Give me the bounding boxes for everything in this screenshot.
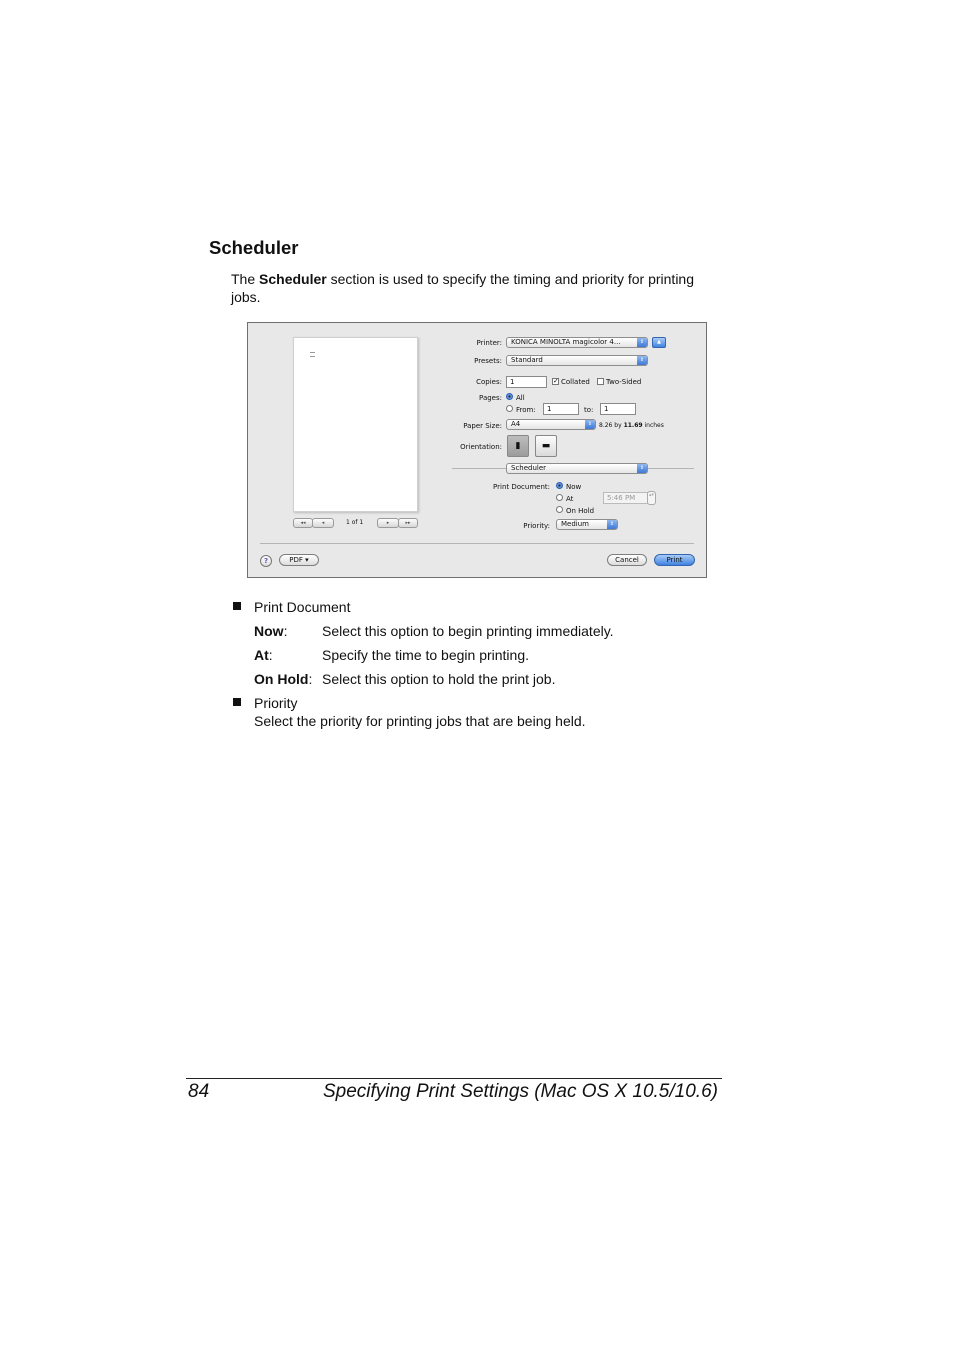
pages-all-radio[interactable] <box>506 393 513 400</box>
bullet-icon <box>233 602 241 610</box>
print-now-radio[interactable] <box>556 482 563 489</box>
popup-arrows-icon: ⇕ <box>637 338 647 347</box>
print-document-label: Print Document: <box>493 483 550 491</box>
priority-description: Select the priority for printing jobs that are being held. <box>254 713 586 729</box>
orientation-landscape-button[interactable] <box>535 435 557 457</box>
intro-bold-term: Scheduler <box>259 271 327 287</box>
print-on-hold-label: On Hold <box>566 507 595 515</box>
desc-now: Select this option to begin printing immediately. <box>322 623 614 639</box>
presets-value: Standard <box>511 356 543 364</box>
section-heading: Scheduler <box>209 237 299 258</box>
desc-on-hold: Select this option to hold the print job. <box>322 671 556 687</box>
running-footer-title: Specifying Print Settings (Mac OS X 10.5/10.6) <box>323 1081 718 1102</box>
two-sided-label: Two-Sided <box>606 378 642 386</box>
paper-size-label: Paper Size: <box>463 422 502 430</box>
priority-popup[interactable] <box>556 519 618 530</box>
copies-label: Copies: <box>476 378 502 386</box>
print-document-heading: Print Document <box>254 599 351 615</box>
popup-arrows-icon: ⇕ <box>637 464 647 473</box>
time-stepper[interactable] <box>647 491 656 505</box>
page-number: 84 <box>188 1081 210 1102</box>
term-on-hold-sep: : <box>308 671 313 687</box>
print-on-hold-radio[interactable] <box>556 506 563 513</box>
term-on-hold-text: On Hold <box>254 671 309 687</box>
term-now-sep: : <box>283 623 288 639</box>
page-preview <box>293 337 418 512</box>
paper-width: 8.26 <box>599 422 613 429</box>
print-now-label: Now <box>566 483 582 491</box>
pages-all-label: All <box>516 394 525 402</box>
pdf-menu-button[interactable]: PDF ▾ <box>279 554 319 566</box>
two-sided-checkbox[interactable] <box>597 378 604 385</box>
copies-field[interactable]: 1 <box>506 376 547 388</box>
paper-unit: inches <box>644 422 664 429</box>
priority-heading: Priority <box>254 695 298 711</box>
popup-arrows-icon: ⇕ <box>585 420 595 429</box>
pages-to-field[interactable]: 1 <box>600 403 636 415</box>
term-at-sep: : <box>268 647 273 663</box>
checkmark-icon: ✓ <box>553 377 559 385</box>
term-now-text: Now <box>254 623 284 639</box>
next-page-button[interactable]: ▸ <box>377 518 399 528</box>
pages-from-radio[interactable] <box>506 405 513 412</box>
paper-by: by <box>614 422 622 429</box>
term-at-text: At <box>254 647 269 663</box>
intro-suffix: section is used to specify the timing and priority for printing jobs. <box>231 271 695 305</box>
paper-height: 11.69 <box>623 422 643 429</box>
printer-label: Printer: <box>476 339 502 347</box>
cancel-button[interactable]: Cancel <box>607 554 647 566</box>
print-at-label: At <box>566 495 574 503</box>
last-page-button[interactable]: ▸▸ <box>398 518 418 528</box>
paper-size-popup[interactable] <box>506 419 596 430</box>
popup-arrows-icon: ⇕ <box>637 356 647 365</box>
printer-popup[interactable] <box>506 337 648 348</box>
priority-value: Medium <box>561 520 589 528</box>
help-button[interactable] <box>260 555 272 567</box>
term-on-hold <box>254 670 312 688</box>
previous-page-button[interactable]: ◂ <box>312 518 334 528</box>
stepper-arrows-icon: ▴▾ <box>648 492 655 498</box>
help-question-icon: ? <box>263 557 269 565</box>
bullet-icon <box>233 698 241 706</box>
pages-label: Pages: <box>479 394 502 402</box>
panel-value: Scheduler <box>511 464 547 472</box>
page-counter: 1 of 1 <box>346 519 364 526</box>
desc-at: Specify the time to begin printing. <box>322 647 530 663</box>
term-at <box>254 646 273 664</box>
term-now <box>254 622 287 640</box>
pages-to-label: to: <box>584 406 594 414</box>
print-at-radio[interactable] <box>556 494 563 501</box>
printer-value: KONICA MINOLTA magicolor 4... <box>511 338 621 346</box>
print-at-time-field[interactable]: 5:46 PM <box>603 492 648 504</box>
orientation-label: Orientation: <box>460 443 502 451</box>
orientation-portrait-button[interactable] <box>507 435 529 457</box>
preview-content-mark <box>310 352 315 357</box>
priority-label: Priority: <box>523 522 550 530</box>
first-page-button[interactable]: ◂◂ <box>293 518 313 528</box>
paper-dimensions <box>599 422 664 429</box>
pages-from-label: From: <box>516 406 536 414</box>
print-dialog-screenshot <box>247 322 707 578</box>
panel-popup[interactable] <box>506 463 648 474</box>
triangle-up-icon: ▲ <box>657 339 661 345</box>
portrait-person-icon: ▮ <box>515 441 521 451</box>
landscape-person-icon: ▬ <box>541 441 551 451</box>
footer-rule <box>186 1078 722 1079</box>
intro-paragraph <box>231 270 721 306</box>
collated-label: Collated <box>561 378 590 386</box>
intro-prefix: The <box>231 271 260 287</box>
collated-checkbox[interactable] <box>552 378 559 385</box>
presets-popup[interactable] <box>506 355 648 366</box>
popup-arrows-icon: ⇕ <box>607 520 617 529</box>
paper-size-value: A4 <box>511 420 521 428</box>
presets-label: Presets: <box>474 357 502 365</box>
print-button[interactable]: Print <box>654 554 695 566</box>
collapse-details-button[interactable] <box>652 337 666 348</box>
footer-separator <box>260 543 694 544</box>
pages-from-field[interactable]: 1 <box>543 403 579 415</box>
